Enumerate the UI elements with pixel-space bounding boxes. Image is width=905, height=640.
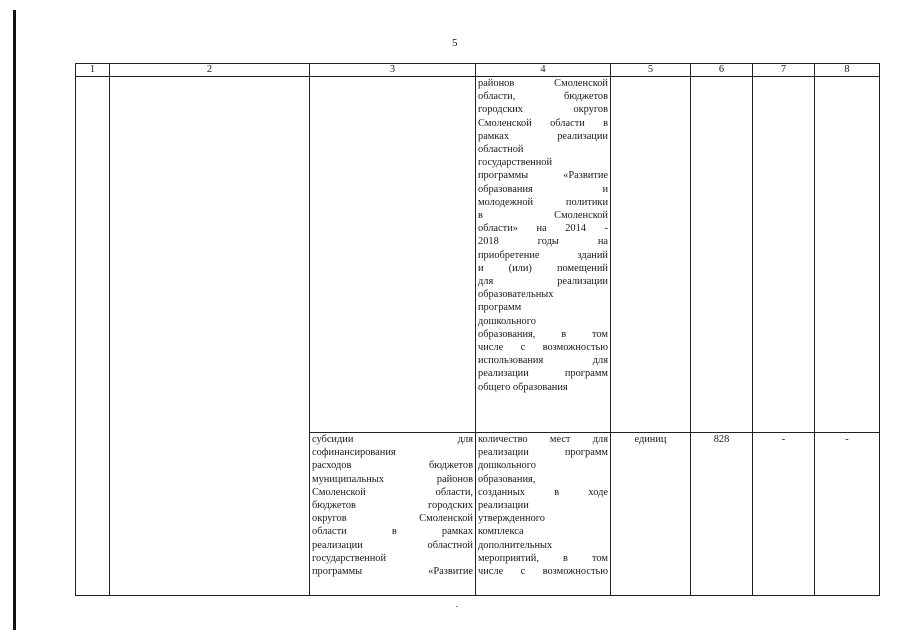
header-cell-2: 2	[110, 64, 310, 77]
header-cell-6: 6	[691, 64, 753, 77]
indicator-table	[75, 63, 880, 596]
header-cell-1: 1	[76, 64, 110, 77]
text-line: образования и	[478, 183, 608, 195]
text-line: рамках реализации	[478, 130, 608, 142]
row1-col5-cell	[611, 77, 691, 433]
text-line: для реализации	[478, 276, 608, 288]
text-line: дошкольного	[478, 315, 536, 327]
text-line: в Смоленской	[478, 210, 608, 222]
text-line: области в рамках	[312, 526, 473, 538]
text-line: реализации областной	[312, 539, 473, 551]
text-line: мероприятий, в том	[478, 552, 608, 564]
text-line: образовательных	[478, 289, 554, 301]
text-line: программы «Развитие	[478, 170, 608, 182]
text-line: комплекса	[478, 526, 524, 538]
text-line: использования для	[478, 355, 608, 367]
text-line: Смоленской области,	[312, 486, 473, 498]
row2-col7-value: -	[753, 433, 815, 596]
row2-col6-value: 828	[691, 433, 753, 596]
text-line: молодежной политики	[478, 196, 608, 208]
text-line: приобретение зданий	[478, 249, 608, 261]
header-cell-3: 3	[310, 64, 476, 77]
text-line: общего образования	[478, 381, 568, 393]
text-line: субсидии для	[312, 434, 473, 445]
text-line: округов Смоленской	[312, 513, 473, 525]
header-cell-7: 7	[753, 64, 815, 77]
text-line: Смоленской области в	[478, 117, 608, 129]
text-line: государственной	[478, 157, 553, 169]
text-line: дополнительных	[478, 539, 553, 551]
text-line: образования,	[478, 473, 536, 485]
text-line: 2018 годы на	[478, 236, 608, 248]
table-row-continuation	[76, 77, 880, 433]
text-line: реализации программ	[478, 368, 608, 380]
text-line: реализации программ	[478, 447, 608, 459]
header-cell-8: 8	[815, 64, 880, 77]
text-line: числе с возможностью	[478, 342, 608, 354]
text-line: софинансирования	[312, 447, 396, 459]
header-cell-5: 5	[611, 64, 691, 77]
row1-col7-cell	[753, 77, 815, 433]
row1-col8-cell	[815, 77, 880, 433]
text-line: реализации	[478, 500, 529, 512]
text-line: и (или) помещений	[478, 262, 608, 274]
header-cell-4: 4	[476, 64, 611, 77]
text-line: числе с возможностью	[478, 566, 608, 578]
binding-margin-line	[13, 10, 16, 630]
table-header-row	[76, 64, 880, 77]
row2-col4-indicator-text	[476, 433, 611, 596]
text-line: программы «Развитие	[312, 566, 473, 578]
text-line: городских округов	[478, 104, 608, 116]
row2-col3-measure-text	[310, 433, 476, 596]
row1-col4-indicator-text	[476, 77, 611, 433]
page-number: 5	[452, 37, 458, 49]
text-line: областной	[478, 144, 524, 156]
text-line: созданных в ходе	[478, 486, 608, 498]
text-line: государственной	[312, 552, 387, 564]
text-line: области» на 2014 -	[478, 223, 608, 235]
row1-col1-cell	[76, 77, 110, 596]
row2-col8-value: -	[815, 433, 880, 596]
text-line: дошкольного	[478, 460, 536, 472]
text-line: программ	[478, 302, 522, 314]
scan-speck	[456, 606, 458, 607]
row2-col5-unit: единиц	[611, 433, 691, 596]
text-line: районов Смоленской	[478, 78, 608, 89]
text-line: области, бюджетов	[478, 91, 608, 103]
text-line: утвержденного	[478, 513, 545, 525]
text-line: муниципальных районов	[312, 473, 473, 485]
row1-col6-cell	[691, 77, 753, 433]
row1-col3-cell	[310, 77, 476, 433]
text-line: бюджетов городских	[312, 500, 473, 512]
text-line: образования, в том	[478, 328, 608, 340]
text-line: количество мест для	[478, 434, 608, 445]
text-line: расходов бюджетов	[312, 460, 473, 472]
row1-col2-cell	[110, 77, 310, 596]
